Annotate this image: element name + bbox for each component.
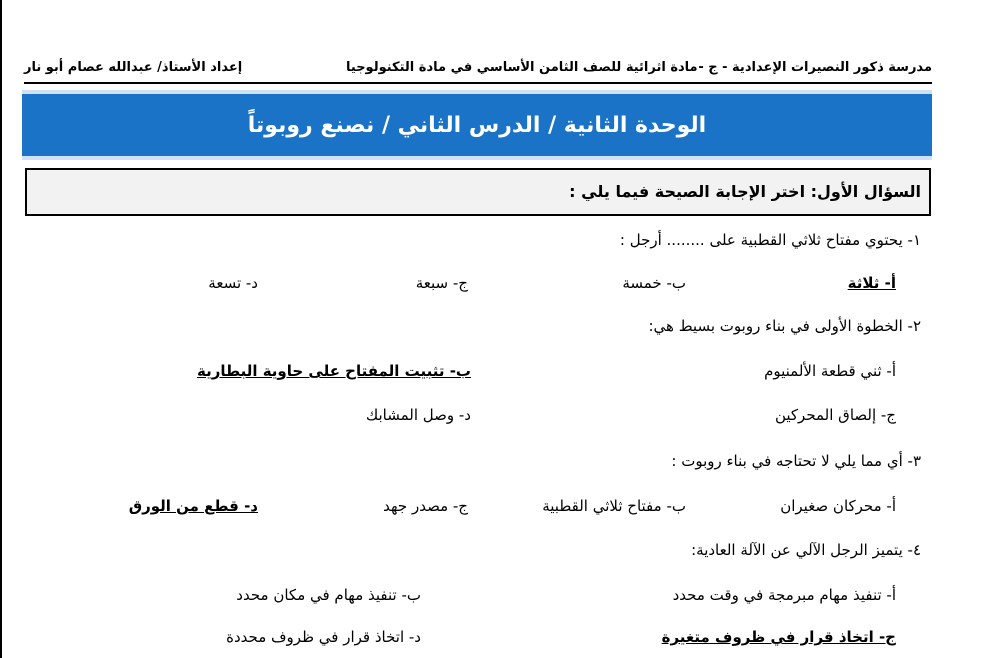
header-divider (24, 82, 932, 84)
question-2-option-b: ب- تثبيت المفتاح على حاوية البطارية (196, 362, 471, 380)
question-2-option-c: ج- إلصاق المحركين (774, 406, 896, 424)
question-4-option-c: ج- اتخاذ قرار في ظروف متغيرة (661, 628, 896, 646)
lesson-banner (22, 90, 932, 160)
question-3-text: ٣- أي مما يلي لا تحتاجه في بناء روبوت : (671, 452, 921, 470)
author-name: إعداد الأستاذ/ عبدالله عصام أبو نار (24, 60, 243, 75)
question-1-option-d: د- تسعة (208, 274, 258, 292)
question-1-option-b: ب- خمسة (622, 274, 686, 292)
section-title: السؤال الأول: اختر الإجابة الصيحة فيما يلي : (569, 182, 921, 201)
question-3-option-c: ج- مصدر جهد (383, 497, 468, 515)
question-1-option-c: ج- سبعة (415, 274, 468, 292)
question-1-text: ١- يحتوي مفتاح ثلاثي القطبية على ........ أرجل : (619, 231, 921, 249)
question-4-text: ٤- يتميز الرجل الآلي عن الآلة العادية: (691, 541, 921, 559)
question-1-option-a: أ- ثلاثة (847, 274, 896, 292)
question-3-option-d: د- قطع من الورق (128, 497, 258, 515)
subject-description: مادة اثرائية للصف الثامن الأساسي في مادة التكنولوجيا (346, 60, 698, 75)
document-header (24, 60, 932, 82)
page-left-border (0, 0, 2, 658)
question-4-option-d: د- اتخاذ قرار في ظروف محددة (226, 628, 421, 646)
question-4-option-b: ب- تنفيذ مهام في مكان محدد (236, 586, 421, 604)
lesson-title: الوحدة الثانية / الدرس الثاني / نصنع روبوتاً (247, 112, 707, 138)
question-2-option-d: د- وصل المشابك (365, 406, 471, 424)
question-3-option-b: ب- مفتاح ثلاثي القطبية (542, 497, 686, 515)
question-2-option-a: أ- ثني قطعة الألمنيوم (764, 362, 896, 380)
question-4-option-a: أ- تنفيذ مهام مبرمجة في وقت محدد (672, 586, 896, 604)
question-3-option-a: أ- محركان صغيران (780, 497, 896, 515)
question-2-text: ٢- الخطوة الأولى في بناء روبوت بسيط هي: (648, 317, 921, 335)
school-name: مدرسة ذكور النصيرات الإعدادية - ج - (698, 60, 932, 75)
section-box (25, 168, 931, 216)
